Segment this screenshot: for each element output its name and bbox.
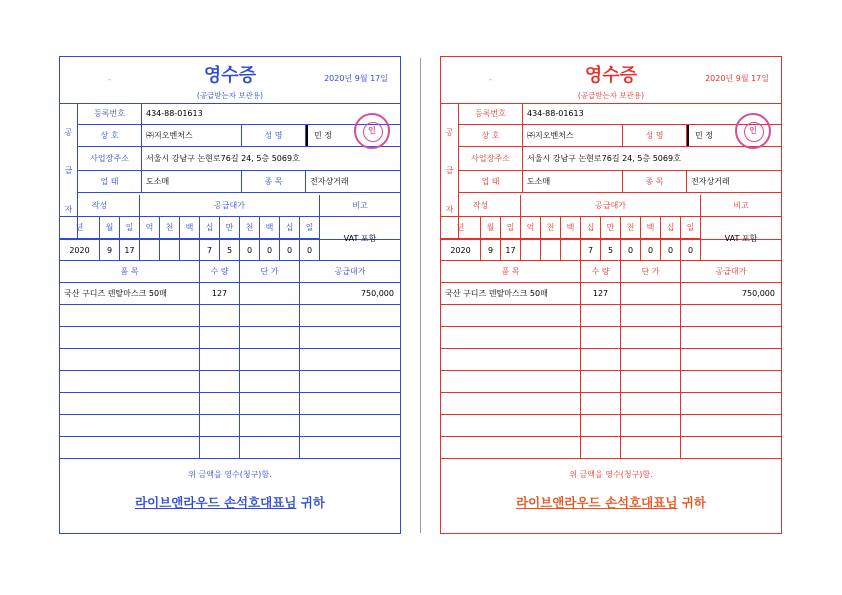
item-qty: 127 (200, 283, 240, 304)
digit-header: 천 (160, 217, 180, 238)
table-row (60, 371, 400, 393)
date-year: 2020 (60, 239, 100, 261)
supply-label: 공급대가 (521, 195, 701, 216)
seal-text: 인 (368, 126, 376, 135)
date-header-day: 일 (501, 217, 521, 238)
digit-value: 0 (260, 239, 280, 261)
receipt-subtitle: (공급받는자 보관용) (577, 91, 645, 100)
table-row (60, 393, 400, 415)
receipt-note: 위 금액을 영수(청구)함. (188, 470, 272, 479)
digit-value (180, 239, 200, 261)
address-value: 서울시 강남구 논현로76길 24, 5층 5069호 (527, 154, 681, 163)
side-label-char: 공 (64, 127, 73, 137)
digit-header: 억 (140, 217, 160, 238)
company-label: 상 호 (78, 125, 142, 146)
receipt-note: 위 금액을 영수(청구)함. (569, 470, 653, 479)
side-label-char: 급 (445, 166, 454, 176)
date-year: 2020 (441, 239, 481, 261)
biz-item-value: 전자상거래 (691, 177, 730, 186)
seal-text: 인 (749, 126, 757, 135)
side-label-char: 공 (445, 127, 454, 137)
table-row (441, 327, 781, 349)
digit-header: 억 (521, 217, 541, 238)
item-header-name: 품 목 (441, 261, 581, 282)
digit-value: 0 (300, 239, 320, 261)
biz-type-label: 업 태 (78, 171, 142, 192)
reg-number-label: 등록번호 (78, 103, 142, 124)
recipient-line (60, 493, 400, 511)
table-row (60, 283, 400, 305)
receipt-title: 영수증 (203, 65, 257, 86)
reg-number-value: 434-88-01613 (146, 109, 203, 118)
digit-header: 십 (661, 217, 681, 238)
recipient-name: 라이브앤라우드 손석호대표님 (516, 495, 678, 510)
date-month: 9 (100, 239, 120, 261)
company-value: ㈜지오벤처스 (523, 125, 623, 146)
digit-header: 천 (240, 217, 260, 238)
item-header-amount: 공급대가 (715, 267, 747, 276)
receipt-customer-copy (59, 56, 401, 534)
remark-label: 비고 (352, 201, 368, 210)
digit-value: 0 (641, 239, 661, 261)
recipient-name: 라이브앤라우드 손석호대표님 (135, 495, 297, 510)
digit-header: 만 (220, 217, 240, 238)
digit-header: 백 (180, 217, 200, 238)
digit-value (140, 239, 160, 261)
digit-header: 십 (280, 217, 300, 238)
table-row (441, 305, 781, 327)
item-header-qty: 수 량 (581, 261, 621, 282)
company-seal (735, 113, 771, 149)
receipt-supplier-copy (440, 56, 782, 534)
write-label: 작성 (441, 195, 521, 216)
item-amount: 750,000 (360, 289, 394, 298)
date-day: 17 (120, 239, 140, 261)
reg-number-label: 등록번호 (459, 103, 523, 124)
item-amount: 750,000 (741, 289, 775, 298)
table-row (60, 327, 400, 349)
item-header-price: 단 가 (621, 261, 681, 282)
table-row (441, 393, 781, 415)
date-header-day: 일 (120, 217, 140, 238)
digit-value: 5 (220, 239, 240, 261)
name-value: 민 정 (306, 125, 400, 146)
address-label: 사업장주소 (459, 147, 523, 170)
digit-value: 7 (200, 239, 220, 261)
digit-header: 일 (681, 217, 701, 238)
item-price (240, 283, 300, 304)
biz-item-value: 전자상거래 (310, 177, 349, 186)
biz-item-label: 종 목 (242, 171, 306, 192)
receipt-footer (60, 451, 400, 535)
recipient-line (441, 493, 781, 511)
company-value: ㈜지오벤처스 (142, 125, 242, 146)
receipt-date: 2020년 9월 17일 (324, 74, 388, 83)
digit-header: 천 (541, 217, 561, 238)
item-price (621, 283, 681, 304)
digit-header: 천 (621, 217, 641, 238)
name-label: 성 명 (242, 125, 306, 146)
biz-item-label: 종 목 (623, 171, 687, 192)
address-label: 사업장주소 (78, 147, 142, 170)
receipt-header (60, 57, 400, 104)
header-dash: - (108, 75, 111, 84)
page-divider (420, 58, 421, 533)
item-name: 국산 구디즈 덴탈마스크 50매 (60, 283, 200, 304)
date-header-year: 년 (441, 217, 481, 238)
digit-value: 5 (601, 239, 621, 261)
digit-value (521, 239, 541, 261)
receipt-title: 영수증 (584, 65, 638, 86)
address-value: 서울시 강남구 논현로76길 24, 5층 5069호 (146, 154, 300, 163)
item-header-name: 품 목 (60, 261, 200, 282)
name-value: 민 정 (687, 125, 781, 146)
digit-value: 0 (280, 239, 300, 261)
biz-type-value: 도소매 (523, 171, 623, 192)
biz-type-label: 업 태 (459, 171, 523, 192)
item-header-price: 단 가 (240, 261, 300, 282)
reg-number-value: 434-88-01613 (527, 109, 584, 118)
table-row (441, 283, 781, 305)
date-header-month: 월 (100, 217, 120, 238)
digit-header: 일 (300, 217, 320, 238)
date-day: 17 (501, 239, 521, 261)
date-header-year: 년 (60, 217, 100, 238)
item-header-amount: 공급대가 (334, 267, 366, 276)
receipt-footer (441, 451, 781, 535)
table-row (60, 349, 400, 371)
header-dash: - (489, 75, 492, 84)
remark-label: 비고 (733, 201, 749, 210)
digit-header: 십 (581, 217, 601, 238)
receipt-date: 2020년 9월 17일 (705, 74, 769, 83)
table-row (60, 415, 400, 437)
item-qty: 127 (581, 283, 621, 304)
receipt-header (441, 57, 781, 104)
digit-header: 십 (200, 217, 220, 238)
receipt-subtitle: (공급받는자 보관용) (196, 91, 264, 100)
name-label: 성 명 (623, 125, 687, 146)
company-label: 상 호 (459, 125, 523, 146)
write-label: 작성 (60, 195, 140, 216)
item-header-qty: 수 량 (200, 261, 240, 282)
recipient-suffix: 귀하 (677, 495, 706, 510)
digit-value: 7 (581, 239, 601, 261)
digit-value: 0 (681, 239, 701, 261)
supply-label: 공급대가 (140, 195, 320, 216)
table-row (441, 415, 781, 437)
side-label-char: 자 (445, 205, 454, 215)
company-seal (354, 113, 390, 149)
item-name: 국산 구디즈 덴탈마스크 50매 (441, 283, 581, 304)
digit-value (160, 239, 180, 261)
side-label-char: 급 (64, 166, 73, 176)
side-label-char: 자 (64, 205, 73, 215)
table-row (441, 349, 781, 371)
digit-header: 만 (601, 217, 621, 238)
digit-header: 백 (641, 217, 661, 238)
remark-value: VAT 포함 (724, 234, 758, 243)
digit-value (541, 239, 561, 261)
digit-header: 백 (260, 217, 280, 238)
digit-value (561, 239, 581, 261)
date-header-month: 월 (481, 217, 501, 238)
biz-type-value: 도소매 (142, 171, 242, 192)
table-row (60, 305, 400, 327)
remark-value: VAT 포함 (343, 234, 377, 243)
digit-header: 백 (561, 217, 581, 238)
recipient-suffix: 귀하 (296, 495, 325, 510)
digit-value: 0 (621, 239, 641, 261)
date-month: 9 (481, 239, 501, 261)
digit-value: 0 (661, 239, 681, 261)
table-row (441, 371, 781, 393)
digit-value: 0 (240, 239, 260, 261)
